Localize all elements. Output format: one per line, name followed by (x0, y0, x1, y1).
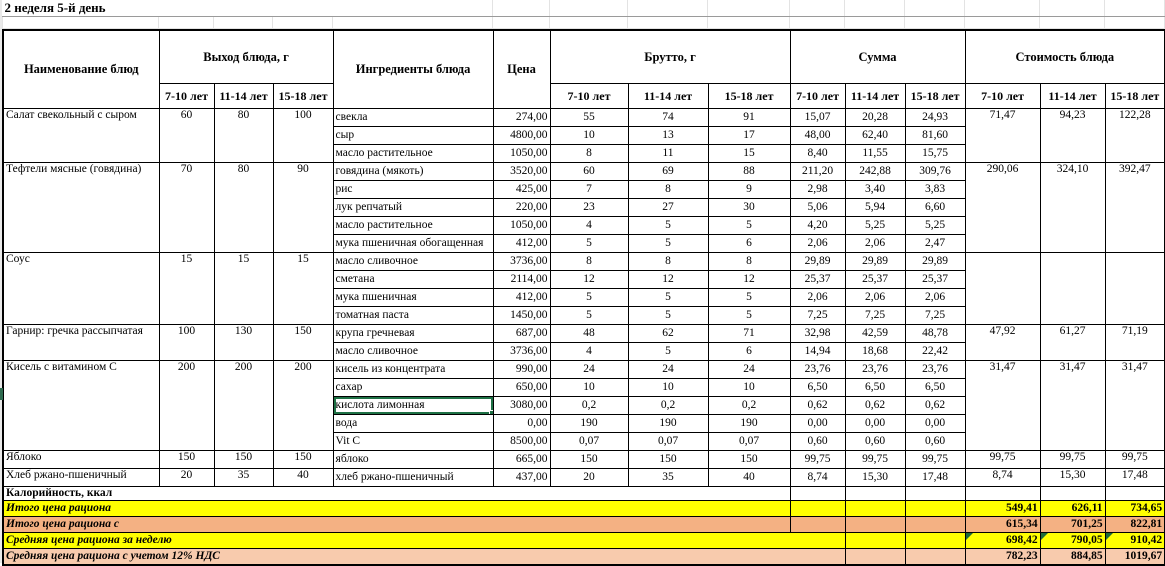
sum-cell[interactable]: 2,98 (790, 181, 845, 199)
gross-cell[interactable]: 5 (550, 307, 628, 325)
sum-cell[interactable]: 11,55 (845, 145, 905, 163)
gross-cell[interactable]: 8 (628, 181, 708, 199)
empty-cell[interactable] (493, 17, 550, 29)
gross-cell[interactable]: 55 (550, 109, 628, 127)
ingredient-cell[interactable]: мука пшеничная (333, 289, 493, 307)
sum-cell[interactable]: 29,89 (845, 253, 905, 271)
sum-cell[interactable]: 15,75 (905, 145, 965, 163)
output-cell[interactable]: 15 (214, 253, 273, 325)
output-cell[interactable]: 35 (214, 469, 273, 487)
empty-cell[interactable] (550, 0, 628, 17)
empty-cell[interactable] (905, 0, 965, 17)
ingredient-cell[interactable]: Vit C (333, 433, 493, 451)
empty-cell[interactable] (1105, 17, 1165, 29)
sum-cell[interactable]: 15,30 (845, 469, 905, 487)
footer-value[interactable]: 626,11 (1040, 501, 1105, 517)
sum-cell[interactable]: 24,93 (905, 109, 965, 127)
cost-cell[interactable]: 290,06 (965, 163, 1040, 253)
sum-cell[interactable]: 6,60 (905, 199, 965, 217)
empty-cell[interactable] (493, 0, 550, 17)
gross-cell[interactable]: 20 (550, 469, 628, 487)
sum-cell[interactable]: 99,75 (790, 451, 845, 469)
sum-cell[interactable]: 0,60 (845, 433, 905, 451)
gross-cell[interactable]: 7 (550, 181, 628, 199)
empty-cell[interactable] (333, 17, 493, 29)
sum-cell[interactable]: 2,06 (905, 289, 965, 307)
price-cell[interactable]: 220,00 (493, 199, 550, 217)
gross-cell[interactable]: 5 (628, 343, 708, 361)
cost-cell[interactable] (1105, 253, 1165, 325)
footer-value[interactable] (965, 487, 1040, 501)
sum-cell[interactable]: 14,94 (790, 343, 845, 361)
ingredient-cell[interactable]: томатная паста (333, 307, 493, 325)
gross-cell[interactable]: 150 (708, 451, 790, 469)
sum-cell[interactable]: 25,37 (845, 271, 905, 289)
header-age-group[interactable]: 15-18 лет (1105, 84, 1165, 109)
price-cell[interactable]: 4800,00 (493, 127, 550, 145)
price-cell[interactable]: 1050,00 (493, 217, 550, 235)
dish-name-cell[interactable]: Гарнир: гречка рассыпчатая (3, 325, 159, 361)
cost-cell[interactable]: 94,23 (1040, 109, 1105, 163)
cost-cell[interactable]: 17,48 (1105, 469, 1165, 487)
gross-cell[interactable]: 5 (708, 289, 790, 307)
empty-cell[interactable] (628, 0, 708, 17)
header-age-group[interactable]: 7-10 лет (159, 84, 214, 109)
sum-cell[interactable]: 0,00 (905, 415, 965, 433)
dish-name-cell[interactable]: Соус (3, 253, 159, 325)
gross-cell[interactable]: 15 (708, 145, 790, 163)
gross-cell[interactable]: 4 (550, 217, 628, 235)
sum-cell[interactable]: 25,37 (905, 271, 965, 289)
cost-cell[interactable]: 15,30 (1040, 469, 1105, 487)
gross-cell[interactable]: 5 (628, 289, 708, 307)
sum-cell[interactable]: 62,40 (845, 127, 905, 145)
empty-cell[interactable] (965, 17, 1040, 29)
gross-cell[interactable]: 24 (708, 361, 790, 379)
dish-name-cell[interactable]: Кисель с витамином С (3, 361, 159, 451)
ingredient-cell[interactable]: сыр (333, 127, 493, 145)
gross-cell[interactable]: 23 (550, 199, 628, 217)
gross-cell[interactable]: 10 (628, 379, 708, 397)
gross-cell[interactable]: 91 (708, 109, 790, 127)
gross-cell[interactable]: 60 (550, 163, 628, 181)
header-cost[interactable]: Стоимость блюда (965, 30, 1165, 84)
gross-cell[interactable]: 150 (550, 451, 628, 469)
sum-cell[interactable]: 32,98 (790, 325, 845, 343)
price-cell[interactable]: 8500,00 (493, 433, 550, 451)
empty-cell[interactable] (628, 17, 708, 29)
cost-cell[interactable] (965, 253, 1040, 325)
header-output[interactable]: Выход блюда, г (159, 30, 333, 84)
sum-cell[interactable]: 0,00 (845, 415, 905, 433)
footer-value[interactable]: 615,34 (965, 517, 1040, 533)
gross-cell[interactable]: 6 (708, 343, 790, 361)
sum-cell[interactable]: 5,94 (845, 199, 905, 217)
cost-cell[interactable]: 31,47 (965, 361, 1040, 451)
output-cell[interactable]: 20 (159, 469, 214, 487)
sum-cell[interactable]: 7,25 (845, 307, 905, 325)
gross-cell[interactable]: 30 (708, 199, 790, 217)
output-cell[interactable]: 100 (159, 325, 214, 361)
gross-cell[interactable]: 5 (628, 217, 708, 235)
empty-cell[interactable] (1105, 0, 1165, 17)
header-age-group[interactable]: 11-14 лет (214, 84, 273, 109)
header-age-group[interactable]: 7-10 лет (790, 84, 845, 109)
sum-cell[interactable]: 6,50 (790, 379, 845, 397)
empty-cell[interactable] (965, 0, 1040, 17)
ingredient-cell[interactable]: масло растительное (333, 217, 493, 235)
footer-value[interactable]: 884,85 (1040, 549, 1105, 566)
footer-value[interactable]: 701,25 (1040, 517, 1105, 533)
gross-cell[interactable]: 8 (708, 253, 790, 271)
gross-cell[interactable]: 5 (708, 217, 790, 235)
sum-cell[interactable]: 23,76 (845, 361, 905, 379)
cost-cell[interactable]: 99,75 (965, 451, 1040, 469)
cost-cell[interactable]: 122,28 (1105, 109, 1165, 163)
empty-cell[interactable] (3, 17, 159, 29)
empty-cell[interactable] (708, 0, 790, 17)
ingredient-cell[interactable]: говядина (мякоть) (333, 163, 493, 181)
ingredient-cell[interactable]: хлеб ржано-пшеничный (333, 469, 493, 487)
output-cell[interactable]: 70 (159, 163, 214, 253)
price-cell[interactable]: 650,00 (493, 379, 550, 397)
output-cell[interactable]: 80 (214, 163, 273, 253)
gross-cell[interactable]: 24 (628, 361, 708, 379)
cost-cell[interactable]: 324,10 (1040, 163, 1105, 253)
dish-name-cell[interactable]: Яблоко (3, 451, 159, 469)
gross-cell[interactable]: 48 (550, 325, 628, 343)
sum-cell[interactable]: 0,60 (790, 433, 845, 451)
gross-cell[interactable]: 190 (708, 415, 790, 433)
output-cell[interactable]: 150 (273, 325, 333, 361)
sum-cell[interactable]: 23,76 (790, 361, 845, 379)
price-cell[interactable]: 3736,00 (493, 253, 550, 271)
sum-cell[interactable]: 20,28 (845, 109, 905, 127)
sum-cell[interactable]: 23,76 (905, 361, 965, 379)
cost-cell[interactable]: 61,27 (1040, 325, 1105, 361)
ingredient-cell[interactable]: масло сливочное (333, 343, 493, 361)
output-cell[interactable]: 200 (159, 361, 214, 451)
gross-cell[interactable]: 5 (628, 235, 708, 253)
empty-cell[interactable] (790, 501, 845, 517)
sum-cell[interactable]: 211,20 (790, 163, 845, 181)
dish-name-cell[interactable]: Салат свекольный с сыром (3, 109, 159, 163)
price-cell[interactable]: 1450,00 (493, 307, 550, 325)
gross-cell[interactable]: 24 (550, 361, 628, 379)
output-cell[interactable]: 150 (159, 451, 214, 469)
header-age-group[interactable]: 7-10 лет (965, 84, 1040, 109)
gross-cell[interactable]: 8 (628, 253, 708, 271)
sum-cell[interactable]: 2,06 (790, 289, 845, 307)
header-age-group[interactable]: 15-18 лет (905, 84, 965, 109)
price-cell[interactable]: 3736,00 (493, 343, 550, 361)
ingredient-cell[interactable]: яблоко (333, 451, 493, 469)
empty-cell[interactable] (708, 17, 790, 29)
output-cell[interactable]: 40 (273, 469, 333, 487)
output-cell[interactable]: 90 (273, 163, 333, 253)
empty-cell[interactable] (790, 517, 845, 533)
cost-cell[interactable]: 31,47 (1105, 361, 1165, 451)
cost-cell[interactable]: 71,47 (965, 109, 1040, 163)
sum-cell[interactable]: 48,78 (905, 325, 965, 343)
footer-value[interactable]: 822,81 (1105, 517, 1165, 533)
sum-cell[interactable]: 99,75 (845, 451, 905, 469)
gross-cell[interactable]: 190 (628, 415, 708, 433)
gross-cell[interactable]: 9 (708, 181, 790, 199)
output-cell[interactable]: 150 (273, 451, 333, 469)
sum-cell[interactable]: 48,00 (790, 127, 845, 145)
sum-cell[interactable]: 15,07 (790, 109, 845, 127)
cost-cell[interactable]: 47,92 (965, 325, 1040, 361)
price-cell[interactable]: 665,00 (493, 451, 550, 469)
empty-cell[interactable] (845, 17, 905, 29)
gross-cell[interactable]: 27 (628, 199, 708, 217)
active-cell[interactable]: кислота лимонная (333, 397, 493, 415)
gross-cell[interactable]: 5 (550, 289, 628, 307)
gross-cell[interactable]: 4 (550, 343, 628, 361)
ingredient-cell[interactable]: сметана (333, 271, 493, 289)
empty-cell[interactable] (905, 487, 965, 501)
active-row-marker (0, 388, 3, 400)
empty-cell[interactable] (790, 0, 845, 17)
output-cell[interactable]: 130 (214, 325, 273, 361)
sum-cell[interactable]: 7,25 (790, 307, 845, 325)
sum-cell[interactable]: 242,88 (845, 163, 905, 181)
gross-cell[interactable]: 150 (628, 451, 708, 469)
cost-cell[interactable]: 8,74 (965, 469, 1040, 487)
sum-cell[interactable]: 3,40 (845, 181, 905, 199)
footer-value[interactable]: 910,42 (1105, 533, 1165, 549)
empty-cell[interactable] (845, 487, 905, 501)
gross-cell[interactable]: 0,07 (708, 433, 790, 451)
dish-name-cell[interactable]: Тефтели мясные (говядина) (3, 163, 159, 253)
gross-cell[interactable]: 0,2 (550, 397, 628, 415)
gross-cell[interactable]: 10 (550, 379, 628, 397)
empty-cell[interactable] (845, 517, 905, 533)
sum-cell[interactable]: 5,25 (905, 217, 965, 235)
empty-cell[interactable] (905, 533, 965, 549)
empty-cell[interactable] (905, 501, 965, 517)
cost-cell[interactable]: 392,47 (1105, 163, 1165, 253)
footer-value[interactable] (1105, 487, 1165, 501)
sum-cell[interactable]: 0,00 (790, 415, 845, 433)
sum-cell[interactable]: 0,62 (905, 397, 965, 415)
footer-label[interactable]: Средняя цена рациона с учетом 12% НДС (3, 549, 845, 566)
footer-label[interactable]: Средняя цена рациона за неделю (3, 533, 845, 549)
ingredient-cell[interactable]: мука пшеничная обогащенная (333, 235, 493, 253)
header-sum[interactable]: Сумма (790, 30, 965, 84)
gross-cell[interactable]: 0,2 (708, 397, 790, 415)
sum-cell[interactable]: 2,06 (790, 235, 845, 253)
empty-cell[interactable] (159, 17, 214, 29)
gross-cell[interactable]: 5 (708, 307, 790, 325)
ingredient-cell[interactable]: кисель из концентрата (333, 361, 493, 379)
empty-cell[interactable] (273, 17, 333, 29)
header-age-group[interactable]: 15-18 лет (273, 84, 333, 109)
header-age-group[interactable]: 11-14 лет (845, 84, 905, 109)
cost-cell[interactable] (1040, 253, 1105, 325)
cost-cell[interactable]: 31,47 (1040, 361, 1105, 451)
cost-cell[interactable]: 99,75 (1040, 451, 1105, 469)
ingredient-cell[interactable]: масло растительное (333, 145, 493, 163)
output-cell[interactable]: 60 (159, 109, 214, 163)
price-cell[interactable]: 0,00 (493, 415, 550, 433)
empty-cell[interactable] (790, 17, 845, 29)
sum-cell[interactable]: 22,42 (905, 343, 965, 361)
output-cell[interactable]: 150 (214, 451, 273, 469)
empty-cell[interactable] (905, 517, 965, 533)
ingredient-cell[interactable]: вода (333, 415, 493, 433)
gross-cell[interactable]: 62 (628, 325, 708, 343)
gross-cell[interactable]: 88 (708, 163, 790, 181)
output-cell[interactable]: 15 (273, 253, 333, 325)
ingredient-cell[interactable]: свекла (333, 109, 493, 127)
price-cell[interactable]: 412,00 (493, 235, 550, 253)
ingredient-cell[interactable]: рис (333, 181, 493, 199)
price-cell[interactable]: 425,00 (493, 181, 550, 199)
sum-cell[interactable]: 8,40 (790, 145, 845, 163)
empty-cell[interactable] (1040, 17, 1105, 29)
sum-cell[interactable]: 25,37 (790, 271, 845, 289)
gross-cell[interactable]: 10 (708, 379, 790, 397)
sum-cell[interactable]: 29,89 (905, 253, 965, 271)
gross-cell[interactable]: 8 (550, 253, 628, 271)
sheet-title[interactable]: 2 неделя 5-й день (3, 0, 493, 17)
price-cell[interactable]: 274,00 (493, 109, 550, 127)
sum-cell[interactable]: 7,25 (905, 307, 965, 325)
gross-cell[interactable]: 12 (550, 271, 628, 289)
ingredient-cell[interactable]: сахар (333, 379, 493, 397)
cost-cell[interactable]: 71,19 (1105, 325, 1165, 361)
price-cell[interactable]: 687,00 (493, 325, 550, 343)
sum-cell[interactable]: 29,89 (790, 253, 845, 271)
gross-cell[interactable]: 0,2 (628, 397, 708, 415)
output-cell[interactable]: 200 (273, 361, 333, 451)
footer-value[interactable]: 698,42 (965, 533, 1040, 549)
empty-cell[interactable] (905, 17, 965, 29)
gross-cell[interactable]: 35 (628, 469, 708, 487)
footer-value[interactable]: 734,65 (1105, 501, 1165, 517)
ingredient-cell[interactable]: крупа гречневая (333, 325, 493, 343)
footer-label[interactable]: Итого цена рациона с (3, 517, 790, 533)
empty-cell[interactable] (790, 487, 845, 501)
sum-cell[interactable]: 81,60 (905, 127, 965, 145)
header-age-group[interactable]: 15-18 лет (708, 84, 790, 109)
price-cell[interactable]: 437,00 (493, 469, 550, 487)
footer-value[interactable]: 782,23 (965, 549, 1040, 566)
gross-cell[interactable]: 74 (628, 109, 708, 127)
gross-cell[interactable]: 8 (550, 145, 628, 163)
ingredient-cell[interactable]: лук репчатый (333, 199, 493, 217)
sum-cell[interactable]: 17,48 (905, 469, 965, 487)
cost-cell[interactable]: 99,75 (1105, 451, 1165, 469)
sum-cell[interactable]: 5,25 (845, 217, 905, 235)
sum-cell[interactable]: 8,74 (790, 469, 845, 487)
gross-cell[interactable]: 10 (550, 127, 628, 145)
gross-cell[interactable]: 71 (708, 325, 790, 343)
sum-cell[interactable]: 2,06 (845, 289, 905, 307)
sheet-left-edge (0, 0, 2, 563)
price-cell[interactable]: 3080,00 (493, 397, 550, 415)
gross-cell[interactable]: 5 (550, 235, 628, 253)
gross-cell[interactable]: 0,07 (628, 433, 708, 451)
gross-cell[interactable]: 17 (708, 127, 790, 145)
sheet-top-grid (2, 0, 1165, 29)
empty-cell[interactable] (845, 0, 905, 17)
output-cell[interactable]: 80 (214, 109, 273, 163)
sum-cell[interactable]: 2,06 (845, 235, 905, 253)
price-cell[interactable]: 2114,00 (493, 271, 550, 289)
sum-cell[interactable]: 42,59 (845, 325, 905, 343)
empty-cell[interactable] (845, 533, 905, 549)
header-ingredients[interactable]: Ингредиенты блюда (333, 30, 493, 109)
gross-cell[interactable]: 5 (628, 307, 708, 325)
price-cell[interactable]: 412,00 (493, 289, 550, 307)
price-cell[interactable]: 3520,00 (493, 163, 550, 181)
gross-cell[interactable]: 12 (708, 271, 790, 289)
sum-cell[interactable]: 6,50 (905, 379, 965, 397)
output-cell[interactable]: 200 (214, 361, 273, 451)
sum-cell[interactable]: 6,50 (845, 379, 905, 397)
output-cell[interactable]: 15 (159, 253, 214, 325)
header-dish[interactable]: Наименование блюд (3, 30, 159, 109)
empty-cell[interactable] (550, 17, 628, 29)
footer-value[interactable] (1040, 487, 1105, 501)
sum-cell[interactable]: 0,60 (905, 433, 965, 451)
header-gross[interactable]: Брутто, г (550, 30, 790, 84)
sum-cell[interactable]: 5,06 (790, 199, 845, 217)
ingredient-cell[interactable]: масло сливочное (333, 253, 493, 271)
header-age-group[interactable]: 7-10 лет (550, 84, 628, 109)
empty-cell[interactable] (1040, 0, 1105, 17)
sum-cell[interactable]: 18,68 (845, 343, 905, 361)
gross-cell[interactable]: 0,07 (550, 433, 628, 451)
footer-value[interactable]: 790,05 (1040, 533, 1105, 549)
empty-cell[interactable] (214, 17, 273, 29)
sum-cell[interactable]: 309,76 (905, 163, 965, 181)
empty-cell[interactable] (845, 501, 905, 517)
sum-cell[interactable]: 99,75 (905, 451, 965, 469)
gross-cell[interactable]: 6 (708, 235, 790, 253)
footer-label[interactable]: Итого цена рациона (3, 501, 790, 517)
sum-cell[interactable]: 0,62 (790, 397, 845, 415)
gross-cell[interactable]: 190 (550, 415, 628, 433)
sum-cell[interactable]: 3,83 (905, 181, 965, 199)
menu-table (2, 29, 1165, 566)
sum-cell[interactable]: 2,47 (905, 235, 965, 253)
header-age-group[interactable]: 11-14 лет (628, 84, 708, 109)
gross-cell[interactable]: 11 (628, 145, 708, 163)
sum-cell[interactable]: 0,62 (845, 397, 905, 415)
price-cell[interactable]: 1050,00 (493, 145, 550, 163)
gross-cell[interactable]: 13 (628, 127, 708, 145)
header-age-group[interactable]: 11-14 лет (1040, 84, 1105, 109)
output-cell[interactable]: 100 (273, 109, 333, 163)
sum-cell[interactable]: 4,20 (790, 217, 845, 235)
footer-label[interactable]: Калорийность, ккал (3, 487, 790, 501)
dish-name-cell[interactable]: Хлеб ржано-пшеничный (3, 469, 159, 487)
gross-cell[interactable]: 40 (708, 469, 790, 487)
footer-value[interactable]: 1019,67 (1105, 549, 1165, 566)
gross-cell[interactable]: 69 (628, 163, 708, 181)
footer-value[interactable]: 549,41 (965, 501, 1040, 517)
gross-cell[interactable]: 12 (628, 271, 708, 289)
price-cell[interactable]: 990,00 (493, 361, 550, 379)
header-price[interactable]: Цена (493, 30, 550, 109)
